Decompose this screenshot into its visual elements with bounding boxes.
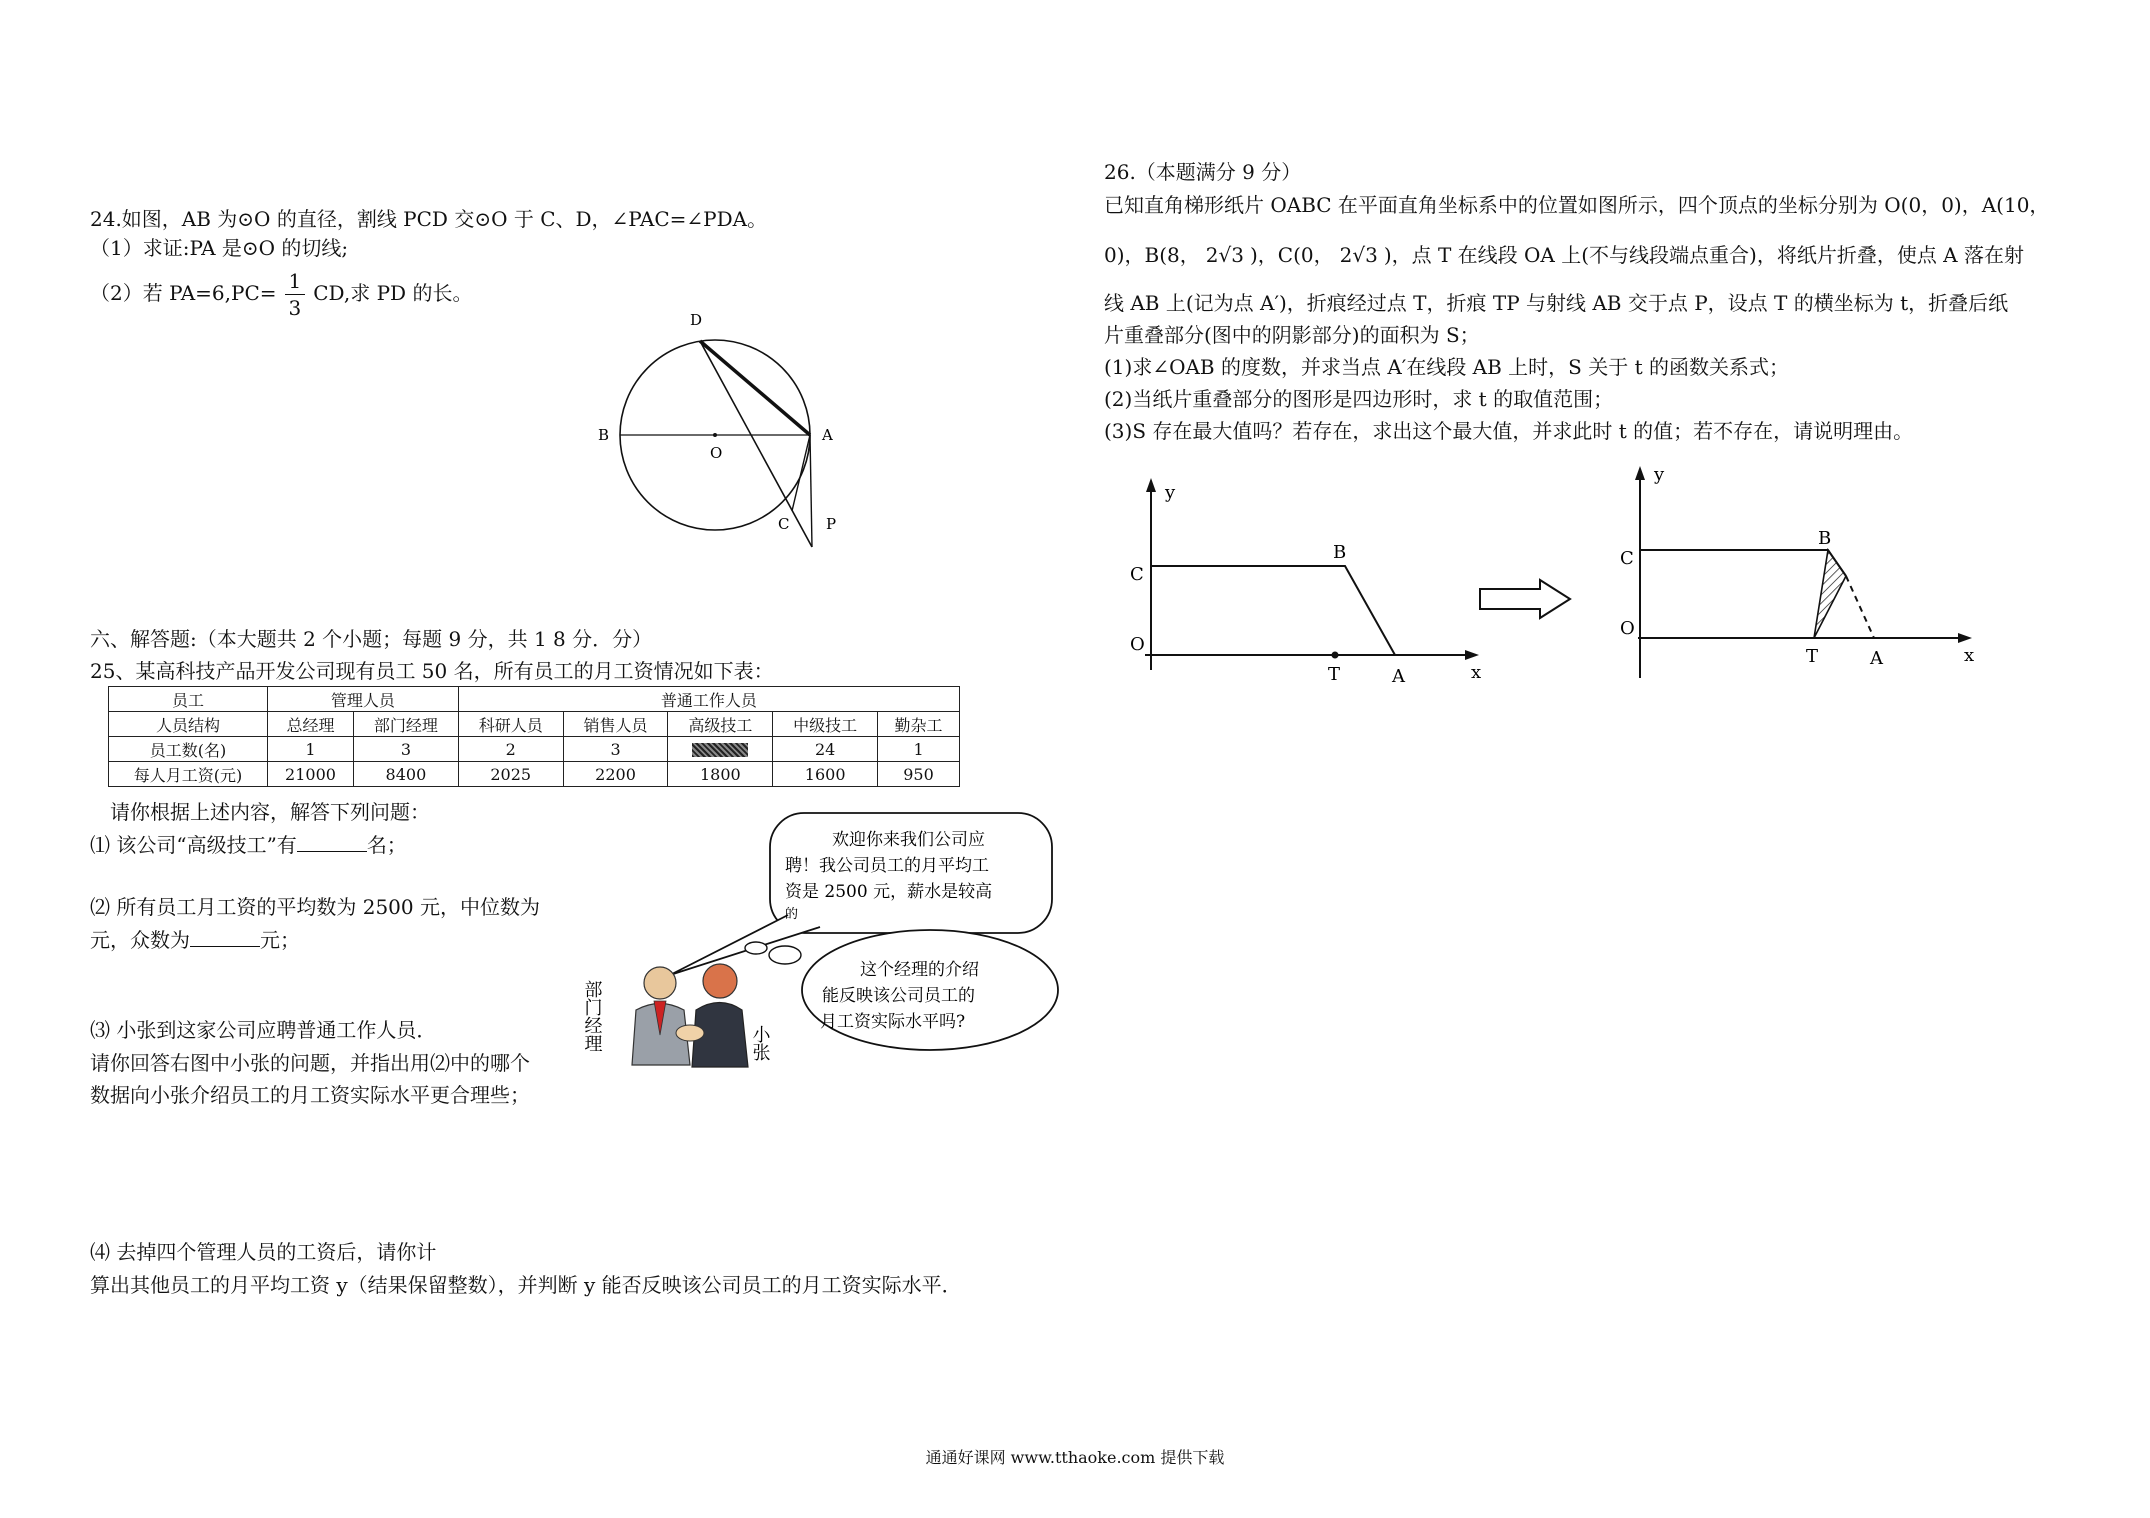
table-cell: 人员结构 xyxy=(109,712,268,737)
table-cell: 勤杂工 xyxy=(878,712,960,737)
table-cell: 高级技工 xyxy=(668,712,773,737)
point-t xyxy=(1332,652,1339,659)
fold-dashed-line xyxy=(1846,576,1874,638)
q25-p4-line2: 算出其他员工的月平均工资 y（结果保留整数），并判断 y 能否反映该公司员工的月工资实际水平． xyxy=(90,1273,962,1297)
label-y: y xyxy=(1654,464,1665,485)
tangent-ap xyxy=(810,435,812,547)
cartoon-illustration xyxy=(570,805,1070,1075)
answer-blank xyxy=(190,926,260,947)
table-cell: 员工数(名) xyxy=(109,737,268,762)
label-a: A xyxy=(1392,666,1405,687)
table-cell: 每人月工资(元) xyxy=(109,762,268,787)
table-cell: 科研人员 xyxy=(458,712,563,737)
bubble2-text: 这个经理的介绍 能反映该公司员工的 月工资实际水平吗? xyxy=(820,960,979,1032)
label-b: B xyxy=(598,426,610,444)
y-arrow-icon xyxy=(1635,466,1645,480)
table-cell: 管理人员 xyxy=(268,687,459,712)
label-x: x xyxy=(1964,645,1975,666)
label-c: C xyxy=(778,515,790,533)
thought-dot xyxy=(745,942,767,954)
q25-p4-line1: ⑷ 去掉四个管理人员的工资后，请你计 xyxy=(90,1240,437,1264)
label-y: y xyxy=(1165,482,1176,503)
chord-da xyxy=(700,341,810,435)
table-cell: 24 xyxy=(773,737,878,762)
x-arrow-icon xyxy=(1465,650,1479,660)
table-cell: 1 xyxy=(268,737,354,762)
label-a: A xyxy=(822,426,833,444)
q24-fraction xyxy=(285,268,306,321)
label-x: x xyxy=(1471,662,1482,683)
masked-value xyxy=(692,743,748,757)
table-cell: 普通工作人员 xyxy=(458,687,959,712)
q24-part1: （1）求证:PA 是⊙O 的切线; xyxy=(90,236,349,260)
table-cell: 员工 xyxy=(109,687,268,712)
q25-intro: 25、某高科技产品开发公司现有员工 50 名，所有员工的月工资情况如下表： xyxy=(90,659,774,683)
radical-c: 2√3 xyxy=(1339,243,1378,267)
wage-table xyxy=(108,686,960,787)
manager-figure xyxy=(632,967,690,1065)
q26-line3: 线 AB 上(记为点 A′)，折痕经过点 T，折痕 TP 与射线 AB 交于点 P，设点 T 的横坐标为 t，折叠后纸 xyxy=(1104,291,2009,315)
table-row xyxy=(109,687,960,712)
q25-p3-line3: 数据向小张介绍员工的月工资实际水平更合理些； xyxy=(90,1083,530,1107)
label-b: B xyxy=(1818,528,1832,549)
label-c: C xyxy=(1130,564,1144,585)
section6-heading: 六、解答题:（本大题共 2 个小题；每题 9 分，共 1 8 分．分） xyxy=(90,627,653,651)
thought-dot xyxy=(769,946,801,964)
manager-label: 部门经理 xyxy=(581,980,603,1052)
label-o: O xyxy=(1620,618,1635,639)
q25-p2-line2 xyxy=(90,925,300,955)
table-cell: 1800 xyxy=(668,762,773,787)
radical-b: 2√3 xyxy=(1205,243,1244,267)
xiaozhang-figure xyxy=(692,964,748,1067)
q24-part2 xyxy=(90,268,472,321)
q24-part2-pre: （2）若 PA=6,PC= xyxy=(90,281,277,305)
y-arrow-icon xyxy=(1146,478,1156,492)
table-row xyxy=(109,737,960,762)
q26-q1: (1)求∠OAB 的度数，并求当点 A′在线段 AB 上时，S 关于 t 的函数关系式； xyxy=(1104,355,1789,379)
table-cell: 3 xyxy=(563,737,668,762)
q25-prompt: 请你根据上述内容，解答下列问题： xyxy=(110,800,430,824)
q25-p2-post: 元； xyxy=(260,928,300,952)
trapezoid-outline xyxy=(1640,550,1846,576)
table-cell: 中级技工 xyxy=(773,712,878,737)
table-row xyxy=(109,712,960,737)
transform-arrow-icon xyxy=(1478,578,1574,620)
table-cell: 8400 xyxy=(354,762,459,787)
speech-bubble-tail xyxy=(670,915,820,975)
q24-frac-num: 1 xyxy=(285,268,306,295)
table-cell: 1 xyxy=(878,737,960,762)
bubble1-text: 欢迎你来我们公司应 聘！我公司员工的月平均工 资是 2500 元，薪水是较高 的 xyxy=(785,830,993,922)
table-cell: 2025 xyxy=(458,762,563,787)
table-cell: 总经理 xyxy=(268,712,354,737)
overlap-shaded-region xyxy=(1814,550,1846,638)
x-arrow-icon xyxy=(1958,633,1972,643)
xiaozhang-label: 小张 xyxy=(749,1025,771,1061)
handshake xyxy=(676,1025,704,1041)
table-cell: 2200 xyxy=(563,762,668,787)
q24-frac-den: 3 xyxy=(288,296,302,320)
q25-p2-line1: ⑵ 所有员工月工资的平均数为 2500 元，中位数为 xyxy=(90,895,540,919)
q26-q2: (2)当纸片重叠部分的图形是四边形时，求 t 的取值范围； xyxy=(1104,387,1614,411)
table-cell: 3 xyxy=(354,737,459,762)
table-row xyxy=(109,762,960,787)
q26-line2-c: )，C(0， xyxy=(1249,243,1334,267)
center-point xyxy=(713,433,717,437)
q26-line2 xyxy=(1104,240,2024,270)
q25-p3-line1: ⑶ 小张到这家公司应聘普通工作人员． xyxy=(90,1018,437,1042)
q26-figure-after xyxy=(1618,458,1998,688)
q25-p2-pre: 元，众数为 xyxy=(90,928,190,952)
table-cell: 21000 xyxy=(268,762,354,787)
q25-p1-pre: ⑴ 该公司“高级技工”有 xyxy=(90,833,297,857)
q26-line1: 已知直角梯形纸片 OABC 在平面直角坐标系中的位置如图所示，四个顶点的坐标分别为 O(0，0)，A(10， xyxy=(1104,193,2050,217)
q25-part1 xyxy=(90,830,407,860)
q24-intro: 24.如图，AB 为⊙O 的直径，割线 PCD 交⊙O 于 C、D，∠PAC=∠PDA。 xyxy=(90,207,768,231)
label-b: B xyxy=(1333,542,1347,563)
q24-circle-figure xyxy=(580,295,880,555)
page-footer: 通通好课网 www.tthaoke.com 提供下载 xyxy=(925,1448,1225,1467)
label-p: P xyxy=(826,515,837,533)
label-d: D xyxy=(690,311,703,329)
label-c: C xyxy=(1620,548,1634,569)
q25-p3-line2: 请你回答右图中小张的问题，并指出用⑵中的哪个 xyxy=(90,1051,530,1075)
q24-part2-post: CD,求 PD 的长。 xyxy=(313,281,473,305)
label-t: T xyxy=(1806,646,1819,667)
trapezoid-outline xyxy=(1151,566,1395,655)
table-cell-masked xyxy=(668,737,773,762)
q26-q3: (3)S 存在最大值吗？若存在，求出这个最大值，并求此时 t 的值；若不存在，请说明理由。 xyxy=(1104,419,1914,443)
table-cell: 部门经理 xyxy=(354,712,459,737)
label-t: T xyxy=(1328,664,1341,685)
label-o: O xyxy=(710,444,723,462)
q26-line2-a: 0)，B(8， xyxy=(1104,243,1200,267)
label-o: O xyxy=(1130,634,1145,655)
q25-p1-post: 名； xyxy=(366,833,407,857)
table-cell: 950 xyxy=(878,762,960,787)
q26-figure-before xyxy=(1115,470,1495,700)
table-cell: 销售人员 xyxy=(563,712,668,737)
table-cell: 1600 xyxy=(773,762,878,787)
q26-line4: 片重叠部分(图中的阴影部分)的面积为 S； xyxy=(1104,323,1480,347)
table-cell: 2 xyxy=(458,737,563,762)
segment-ac xyxy=(792,435,810,511)
q26-line2-e: )，点 T 在线段 OA 上(不与线段端点重合)，将纸片折叠，使点 A 落在射 xyxy=(1383,243,2024,267)
answer-blank xyxy=(297,831,367,852)
q26-title: 26.（本题满分 9 分） xyxy=(1104,160,1302,184)
label-a: A xyxy=(1870,648,1883,669)
